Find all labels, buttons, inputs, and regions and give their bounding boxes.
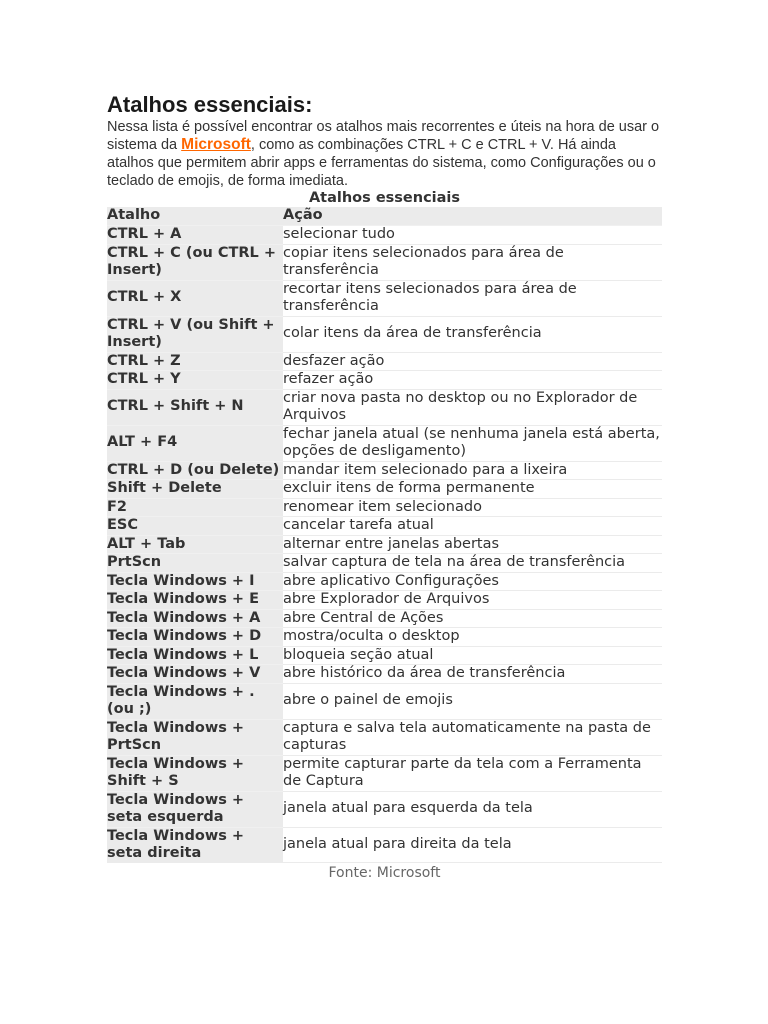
- shortcut-action-cell: selecionar tudo: [283, 226, 662, 245]
- table-row: [107, 719, 662, 755]
- table-row: [107, 683, 662, 719]
- shortcut-action-cell: abre o painel de emojis: [283, 683, 662, 719]
- intro-text-end: , como as combinações CTRL + C e CTRL + V. Há ainda atalhos que permitem abrir apps e ferramentas do sistema, como Configurações ou o teclado de emojis, de forma imediata.: [107, 137, 656, 189]
- shortcut-key-cell: F2: [107, 498, 283, 517]
- shortcut-action-cell: mandar item selecionado para a lixeira: [283, 461, 662, 480]
- shortcuts-table: [107, 207, 662, 863]
- shortcut-action-cell: abre Central de Ações: [283, 609, 662, 628]
- table-row: [107, 517, 662, 536]
- shortcut-action-cell: alternar entre janelas abertas: [283, 535, 662, 554]
- table-row: [107, 425, 662, 461]
- shortcut-action-cell: abre histórico da área de transferência: [283, 665, 662, 684]
- table-row: [107, 591, 662, 610]
- table-row: [107, 755, 662, 791]
- table-row: [107, 609, 662, 628]
- shortcut-key-cell: Tecla Windows + E: [107, 591, 283, 610]
- shortcut-key-cell: Tecla Windows + I: [107, 572, 283, 591]
- shortcut-key-cell: CTRL + D (ou Delete): [107, 461, 283, 480]
- header-shortcut: Atalho: [107, 207, 161, 224]
- intro-text-start: Nessa lista é possível encontrar os atalhos mais recorrentes e úteis na hora de usar o sistema da: [107, 119, 660, 153]
- shortcut-key-cell: CTRL + X: [107, 280, 283, 316]
- shortcut-action-cell: desfazer ação: [283, 352, 662, 371]
- shortcut-key-cell: CTRL + A: [107, 226, 283, 245]
- shortcut-key-cell: Tecla Windows + L: [107, 646, 283, 665]
- shortcut-key-cell: CTRL + C (ou CTRL + Insert): [107, 244, 283, 280]
- shortcut-action-cell: fechar janela atual (se nenhuma janela está aberta, opções de desligamento): [283, 425, 662, 461]
- table-row: [107, 371, 662, 390]
- table-row: [107, 226, 662, 245]
- table-row: [107, 791, 662, 827]
- shortcut-action-cell: excluir itens de forma permanente: [283, 480, 662, 499]
- shortcut-action-cell: recortar itens selecionados para área de transferência: [283, 280, 662, 316]
- shortcut-key-cell: Tecla Windows + seta esquerda: [107, 791, 283, 827]
- table-row: [107, 480, 662, 499]
- table-row: [107, 572, 662, 591]
- shortcut-action-cell: copiar itens selecionados para área de transferência: [283, 244, 662, 280]
- section-heading: Atalhos essenciais:: [107, 92, 313, 117]
- shortcut-action-cell: abre Explorador de Arquivos: [283, 591, 662, 610]
- article-section: [107, 92, 662, 881]
- shortcut-key-cell: ALT + Tab: [107, 535, 283, 554]
- shortcut-key-cell: Tecla Windows + V: [107, 665, 283, 684]
- shortcut-action-cell: mostra/oculta o desktop: [283, 628, 662, 647]
- table-row: [107, 665, 662, 684]
- shortcut-key-cell: CTRL + Z: [107, 352, 283, 371]
- shortcut-key-cell: Tecla Windows + seta direita: [107, 827, 283, 863]
- table-header-row: [107, 207, 662, 226]
- microsoft-link[interactable]: Microsoft: [181, 136, 251, 153]
- table-row: [107, 389, 662, 425]
- shortcut-action-cell: abre aplicativo Configurações: [283, 572, 662, 591]
- header-action: Ação: [283, 207, 323, 224]
- shortcut-action-cell: permite capturar parte da tela com a Ferramenta de Captura: [283, 755, 662, 791]
- shortcut-key-cell: ESC: [107, 517, 283, 536]
- shortcut-action-cell: criar nova pasta no desktop ou no Explorador de Arquivos: [283, 389, 662, 425]
- shortcut-key-cell: Tecla Windows + D: [107, 628, 283, 647]
- table-row: [107, 244, 662, 280]
- table-row: [107, 352, 662, 371]
- shortcut-action-cell: bloqueia seção atual: [283, 646, 662, 665]
- shortcut-action-cell: janela atual para esquerda da tela: [283, 791, 662, 827]
- shortcut-key-cell: PrtScn: [107, 554, 283, 573]
- shortcut-key-cell: Tecla Windows + Shift + S: [107, 755, 283, 791]
- table-caption: Atalhos essenciais: [308, 190, 461, 206]
- shortcut-key-cell: CTRL + V (ou Shift + Insert): [107, 316, 283, 352]
- table-row: [107, 498, 662, 517]
- shortcut-key-cell: Tecla Windows + . (ou ;): [107, 683, 283, 719]
- shortcut-action-cell: cancelar tarefa atual: [283, 517, 662, 536]
- source-caption: Fonte: Microsoft: [328, 865, 441, 881]
- shortcut-key-cell: CTRL + Shift + N: [107, 389, 283, 425]
- shortcut-key-cell: Tecla Windows + A: [107, 609, 283, 628]
- table-row: [107, 535, 662, 554]
- shortcut-key-cell: Tecla Windows + PrtScn: [107, 719, 283, 755]
- shortcut-action-cell: renomear item selecionado: [283, 498, 662, 517]
- shortcut-action-cell: refazer ação: [283, 371, 662, 390]
- shortcut-action-cell: captura e salva tela automaticamente na pasta de capturas: [283, 719, 662, 755]
- shortcut-action-cell: janela atual para direita da tela: [283, 827, 662, 863]
- table-row: [107, 827, 662, 863]
- shortcut-key-cell: ALT + F4: [107, 425, 283, 461]
- shortcut-action-cell: colar itens da área de transferência: [283, 316, 662, 352]
- shortcut-key-cell: Shift + Delete: [107, 480, 283, 499]
- table-body: [107, 226, 662, 863]
- shortcut-action-cell: salvar captura de tela na área de transferência: [283, 554, 662, 573]
- shortcut-key-cell: CTRL + Y: [107, 371, 283, 390]
- table-row: [107, 628, 662, 647]
- table-row: [107, 461, 662, 480]
- table-row: [107, 280, 662, 316]
- table-row: [107, 316, 662, 352]
- table-row: [107, 554, 662, 573]
- table-row: [107, 646, 662, 665]
- intro-paragraph: [107, 118, 662, 190]
